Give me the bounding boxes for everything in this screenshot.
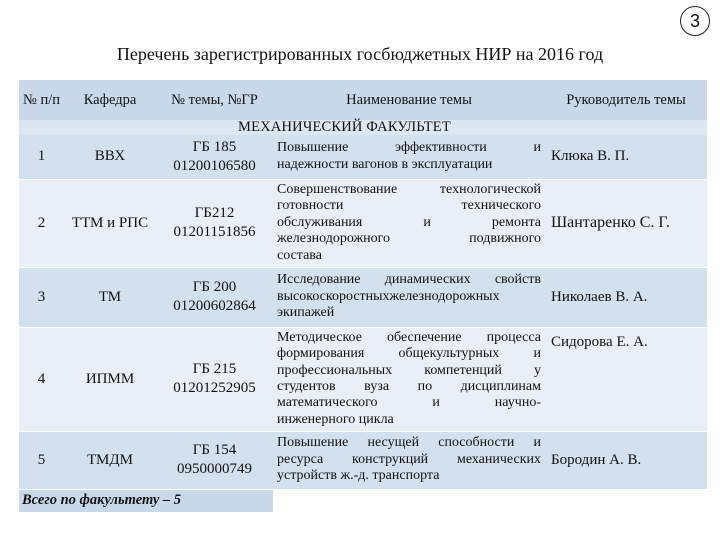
name-line: железнодорожного подвижного — [277, 231, 541, 247]
table-row — [19, 431, 707, 489]
header-num: № п/п — [19, 80, 64, 120]
name-line: инженерного цикла — [277, 411, 394, 427]
name-line: Повышение несущей способности и — [277, 435, 541, 451]
table-row — [19, 179, 707, 267]
topic-reg: 01201252905 — [173, 380, 256, 396]
topic-reg: 01200602864 — [173, 298, 256, 314]
name-line: состава — [277, 247, 322, 263]
topic-code: ГБ212 — [194, 205, 235, 221]
row-head: Шантаренко С. Г. — [545, 179, 707, 267]
row-head: Бородин А. В. — [545, 431, 707, 489]
name-line: экипажей — [277, 305, 335, 321]
name-line: надежности вагонов в эксплуатации — [277, 156, 493, 172]
table-row — [19, 267, 707, 327]
page-title: Перечень зарегистрированных госбюджетных НИР на 2016 год — [116, 44, 604, 64]
row-head: Клюка В. П. — [545, 135, 707, 179]
row-topic — [156, 327, 273, 431]
row-head: Николаев В. А. — [545, 267, 707, 327]
name-line: Исследование динамических свойств — [277, 272, 541, 288]
name-line: математического и научно- — [277, 395, 541, 411]
row-num: 1 — [19, 135, 64, 179]
page-number: 3 — [689, 10, 700, 31]
topic-reg: 01200106580 — [173, 157, 256, 174]
name-line: устройств ж.-д. транспорта — [277, 468, 440, 484]
row-name — [273, 267, 545, 327]
row-dept: ВВХ — [64, 135, 156, 179]
faculty-total: Всего по факультету – 5 — [19, 489, 273, 512]
row-num: 5 — [19, 431, 64, 489]
research-table — [19, 80, 707, 512]
row-num: 2 — [19, 179, 64, 267]
topic-code: ГБ 200 — [192, 279, 237, 295]
name-line: профессиональных компетенций у — [277, 362, 541, 378]
page-number-badge — [680, 6, 710, 36]
row-name — [273, 135, 545, 179]
row-name — [273, 327, 545, 431]
header-name: Наименование темы — [273, 80, 545, 120]
header-dept: Кафедра — [64, 80, 156, 120]
name-line: обслуживания и ремонта — [277, 214, 541, 230]
name-line: формирования общекультурных и — [277, 346, 541, 362]
table-row — [19, 327, 707, 431]
row-dept: ТТМ и РПС — [64, 179, 156, 267]
name-line: ресурса конструкций механических — [277, 451, 541, 467]
topic-reg: 01201151856 — [173, 224, 256, 240]
row-dept: ИПММ — [64, 327, 156, 431]
row-name — [273, 179, 545, 267]
row-num: 3 — [19, 267, 64, 327]
row-dept: ТМ — [64, 267, 156, 327]
name-line: высокоскоростныхжелезнодорожных — [277, 288, 500, 304]
header-topic: № темы, №ГР — [156, 80, 273, 120]
topic-code: ГБ 185 — [192, 138, 237, 155]
name-line: Методическое обеспечение процесса — [277, 329, 541, 345]
row-name — [273, 431, 545, 489]
topic-code: ГБ 154 — [192, 442, 237, 458]
row-topic — [156, 267, 273, 327]
topic-code: ГБ 215 — [192, 361, 237, 377]
faculty-name: МЕХАНИЧЕСКИЙ ФАКУЛЬТЕТ — [156, 120, 707, 135]
name-line: студентов вуза по дисциплинам — [277, 379, 541, 394]
row-head: Сидорова Е. А. — [545, 327, 707, 431]
topic-reg: 0950000749 — [177, 461, 252, 477]
row-num: 4 — [19, 327, 64, 431]
row-topic — [156, 431, 273, 489]
table-row — [19, 135, 707, 179]
name-line: Совершенствование технологической — [277, 181, 541, 197]
header-head: Руководитель темы — [545, 80, 707, 120]
name-line: готовности технического — [277, 198, 541, 214]
row-dept: ТМДМ — [64, 431, 156, 489]
row-topic — [156, 179, 273, 267]
name-line: Повышение эффективности и — [277, 140, 541, 156]
row-topic — [156, 135, 273, 179]
